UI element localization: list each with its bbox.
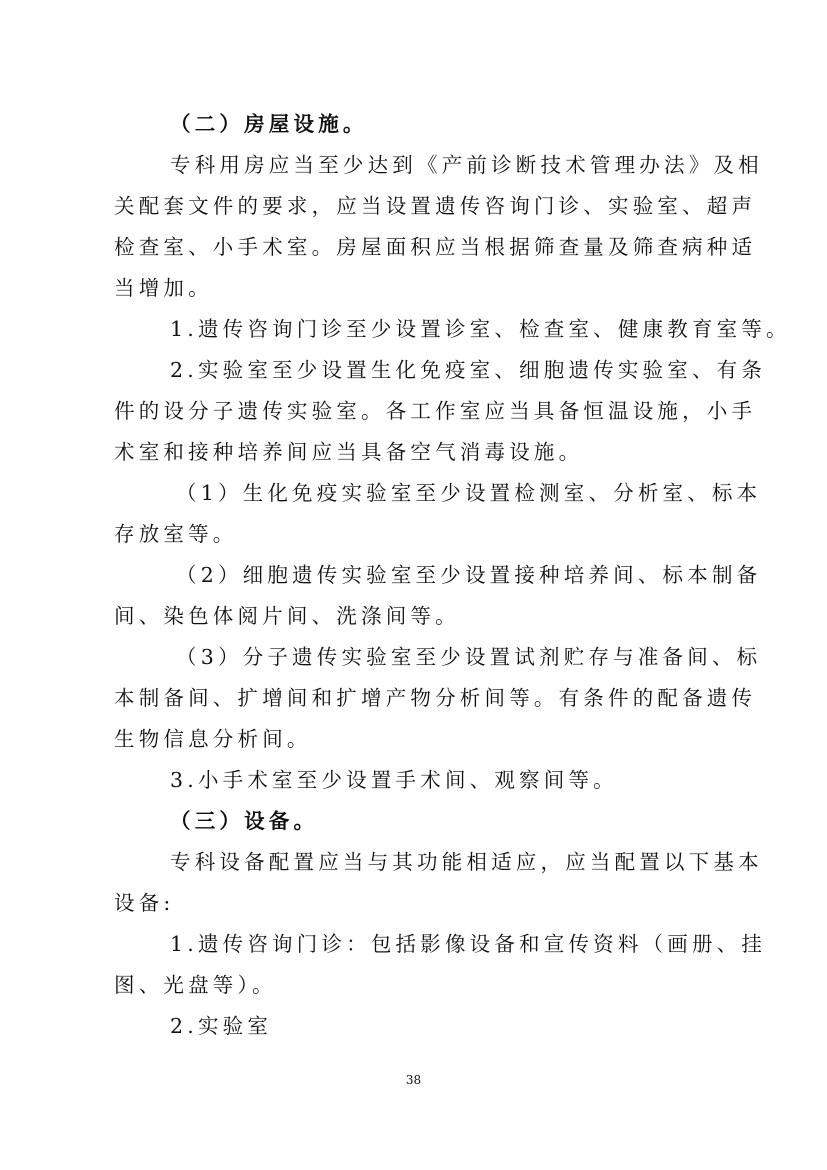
equipment-item-consultation-clinic xyxy=(114,924,767,1006)
text-line: 图、光盘等）。 xyxy=(114,973,277,997)
page-number: 38 xyxy=(405,1073,422,1087)
text-line: 件的设分子遗传实验室。各工作室应当具备恒温设施，小手 xyxy=(114,399,757,423)
text-line: 2.实验室至少设置生化免疫室、细胞遗传实验室、有条 xyxy=(170,358,767,382)
section-heading-equipment: （三）设备。 xyxy=(170,809,319,833)
sub-item-cytogenetics-lab xyxy=(114,555,762,637)
list-item-minor-surgery: 3.小手术室至少设置手术间、观察间等。 xyxy=(170,768,618,792)
sub-item-biochem-lab xyxy=(114,473,762,555)
text-line: 设备: xyxy=(114,891,175,915)
equipment-item-laboratory: 2.实验室 xyxy=(170,1014,273,1038)
list-item-consultation-clinic: 1.遗传咨询门诊至少设置诊室、检查室、健康教育室等。 xyxy=(170,317,791,341)
list-item-laboratory xyxy=(114,350,767,473)
text-line: 1.遗传咨询门诊：包括影像设备和宣传资料（画册、挂 xyxy=(170,932,767,956)
text-line: 术室和接种培养间应当具备空气消毒设施。 xyxy=(114,440,584,464)
text-line: 检查室、小手术室。房屋面积应当根据筛查量及筛查病种适 xyxy=(114,235,757,259)
text-line: 关配套文件的要求，应当设置遗传咨询门诊、实验室、超声 xyxy=(114,194,757,218)
paragraph-equipment xyxy=(114,842,763,924)
document-body xyxy=(114,104,791,1047)
sub-item-molecular-lab xyxy=(114,637,762,760)
text-line: 当增加。 xyxy=(114,276,213,300)
paragraph-housing xyxy=(114,145,763,309)
text-line: （2）细胞遗传实验室至少设置接种培养间、标本制备 xyxy=(176,563,762,587)
text-line: 专科设备配置应当与其功能相适应，应当配置以下基本 xyxy=(170,850,763,874)
text-line: 存放室等。 xyxy=(114,522,238,546)
text-line: 生物信息分析间。 xyxy=(114,727,312,751)
section-heading-housing: （二）房屋设施。 xyxy=(170,112,368,136)
text-line: 间、染色体阅片间、洗涤间等。 xyxy=(114,604,460,628)
text-line: （3）分子遗传实验室至少设置试剂贮存与准备间、标 xyxy=(176,645,762,669)
text-line: （1）生化免疫实验室至少设置检测室、分析室、标本 xyxy=(176,481,762,505)
text-line: 本制备间、扩增间和扩增产物分析间等。有条件的配备遗传 xyxy=(114,686,757,710)
text-line: 专科用房应当至少达到《产前诊断技术管理办法》及相 xyxy=(170,153,763,177)
